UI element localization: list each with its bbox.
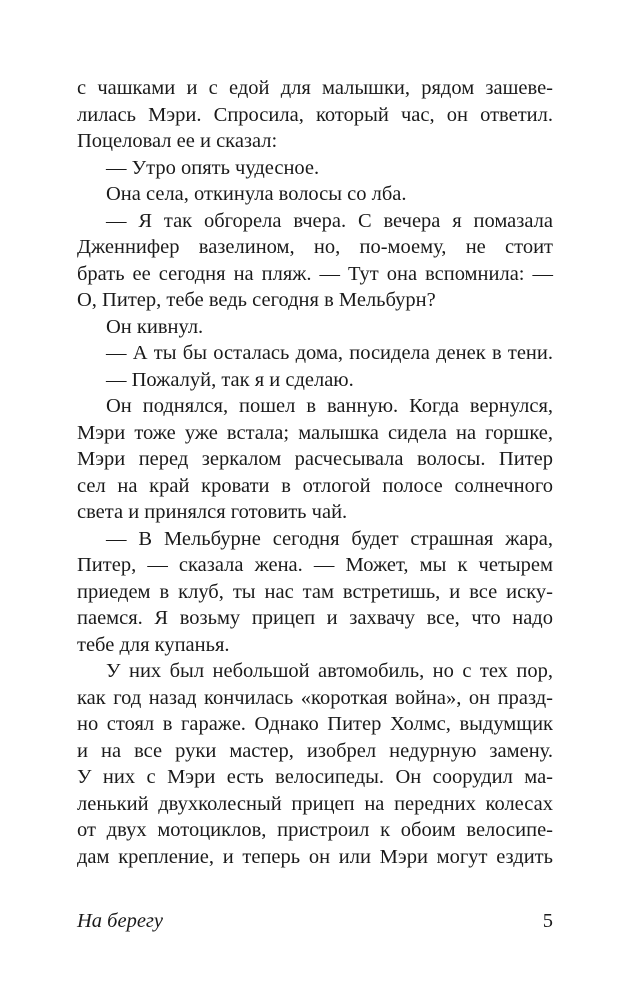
text-line: лилась Мэри. Спросила, который час, он ответил. — [77, 103, 553, 126]
text-line: У них был небольшой автомобиль, но с тех пор, — [106, 660, 553, 682]
text-line: — А ты бы осталась дома, посидела денек в тени. — [106, 342, 553, 364]
text-line: как год назад кончилась «короткая война», он празд- — [77, 686, 553, 709]
text-line: от двух мотоциклов, пристроил к обоим велосипе- — [77, 819, 553, 841]
text-line: — Утро опять чудесное. — [106, 156, 320, 179]
text-line: Он поднялся, пошел в ванную. Когда вернулся, — [106, 395, 553, 417]
text-line: с чашками и с едой для малышки, рядом зашеве- — [77, 77, 553, 99]
text-line: но стоял в гараже. Однако Питер Холмс, выдумщик — [77, 713, 553, 735]
text-line: и на все руки мастер, изобрел недурную замену. — [77, 739, 553, 762]
body-text — [77, 75, 553, 870]
text-line: — В Мельбурне сегодня будет страшная жара, — [106, 527, 553, 550]
text-line: паемся. Я возьму прицеп и захвачу все, что надо — [77, 607, 553, 629]
page-number: 5 — [542, 910, 553, 932]
text-line: сел на край кровати в отлогой полосе солнечного — [77, 474, 553, 497]
text-line: дам крепление, и теперь он или Мэри могут ездить — [77, 845, 553, 868]
text-line: света и принялся готовить чай. — [77, 501, 348, 523]
text-line: У них с Мэри есть велосипеды. Он соорудил ма- — [77, 766, 553, 788]
text-line: брать ее сегодня на пляж. — Тут она вспомнила: — — [77, 262, 553, 285]
text-line: Он кивнул. — [106, 315, 204, 338]
text-line: Питер, — сказала жена. — Может, мы к четырем — [77, 554, 553, 576]
text-line: Поцеловал ее и сказал: — [77, 130, 278, 152]
text-line: Она села, откинула волосы со лба. — [106, 183, 407, 205]
text-line: тебе для купанья. — [77, 633, 230, 656]
text-line: Мэри перед зеркалом расчесывала волосы. Питер — [77, 448, 553, 470]
text-line: — Я так обгорела вчера. С вечера я помазала — [106, 209, 553, 232]
page-footer — [77, 906, 553, 936]
text-line: О, Питер, тебе ведь сегодня в Мельбурн? — [77, 289, 436, 311]
text-line: ленький двухколесный прицеп на передних колесах — [77, 792, 553, 815]
text-line: Мэри тоже уже встала; малышка сидела на горшке, — [77, 421, 553, 444]
text-line: — Пожалуй, так я и сделаю. — [106, 368, 354, 391]
running-title: На берегу — [77, 910, 164, 932]
text-line: приедем в клуб, ты нас там встретишь, и все иску- — [77, 580, 553, 603]
text-line: Дженнифер вазелином, но, по-моему, не стоит — [77, 236, 553, 258]
